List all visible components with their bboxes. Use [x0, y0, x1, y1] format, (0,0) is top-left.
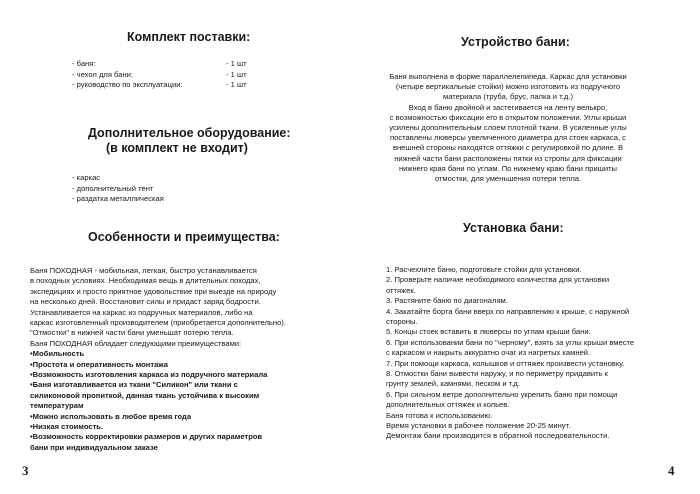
structure-heading: Устройство бани:: [461, 35, 570, 49]
install-line: Демонтаж бани производится в обратной последовательности.: [386, 431, 610, 441]
features-line: на несколько дней. Восстановит силы и придаст заряд бодрости.: [30, 297, 261, 307]
kit-item-name: - баня:: [72, 59, 96, 68]
structure-line: внешней стороны находятся оттяжки с регулировкой по длине. В: [392, 143, 624, 153]
kit-item-name: - чехол для бани:: [72, 69, 133, 79]
install-line: грунту землей, камнями, песком и т.д.: [386, 379, 520, 389]
extra-item: - раздатка металлическая: [72, 194, 164, 203]
features-bullet: •Низкая стоимость.: [30, 422, 104, 431]
kit-heading: Комплект поставки:: [127, 30, 251, 44]
kit-item-qty: - 1 шт: [226, 59, 247, 68]
install-line: 4. Закатайте борта бани вверх по направлению к крыше, с наружной: [386, 306, 630, 316]
features-bullet: бани при индивидуальном заказе: [30, 442, 158, 452]
structure-line: нижнего края бани по углам. По нижнему краю бани пришиты: [398, 163, 618, 173]
install-line: стороны.: [386, 317, 418, 326]
features-bullet: •Возможность корректировки размеров и других параметров: [30, 432, 263, 442]
features-line: Баня ПОХОДНАЯ - мобильная, легкая, быстро устанавливается: [30, 266, 257, 275]
features-line: Баня ПОХОДНАЯ обладает следующими преимуществами:: [30, 338, 242, 348]
structure-line: Вход в баню двойной и застегивается на ленту велькро,: [408, 102, 608, 112]
install-line: оттяжек.: [386, 285, 416, 295]
install-line: 6. При сильном ветре дополнительно укрепить баню при помощи: [386, 389, 618, 399]
structure-line: отмостки, для уменьшения потери тепла.: [434, 174, 582, 183]
install-line: дополнительных оттяжек и кольев.: [386, 400, 510, 410]
features-bullet: силиконовой пропиткой, данная ткань устойчива к высоким: [30, 390, 260, 400]
extra-heading: Дополнительное оборудование:: [88, 126, 291, 140]
install-line: Время установки в рабочее положение 20-25 минут.: [386, 421, 571, 430]
page-number-left: 3: [22, 463, 29, 478]
kit-item-qty: - 1 шт: [226, 69, 247, 79]
features-bullet: •Простота и оперативность монтажа: [30, 359, 169, 369]
page-number-right: 4: [668, 463, 675, 478]
install-line: 3. Растяните баню по диагоналям.: [386, 296, 508, 306]
install-line: 5. Концы стоек вставить в люверсы по углам крыши бани.: [386, 327, 591, 337]
structure-line: материала (труба, брус, палка и т.д.): [443, 92, 573, 102]
kit-item-name: - руководство по эксплуатации:: [72, 80, 183, 89]
features-line: в походных условиях. Необходимая вещь в длительных походах,: [30, 276, 261, 286]
structure-line: нижней части бани расположены пятки из стропы для фиксации: [394, 153, 622, 163]
features-line: экспедициях и просто приятное удовольствие при выезде на природу: [30, 286, 277, 296]
structure-line: с возможностью фиксации его в открытом положении. Углы крыши: [389, 112, 627, 122]
features-line: "Отмостки" в нижней части бани уменьшат потерю тепла.: [30, 328, 234, 338]
features-bullet: •Мобильность: [30, 349, 85, 359]
features-line: каркас изготовленный производителем (приобретается дополнительно).: [30, 318, 286, 327]
kit-item-qty: - 1 шт: [226, 80, 247, 89]
extra-item: - дополнительный тент: [72, 183, 154, 193]
features-bullet: •Баня изготавливается из ткани "Силикон" или ткани с: [30, 380, 238, 390]
right-page: [350, 0, 700, 494]
features-heading: Особенности и преимущества:: [88, 230, 280, 244]
install-line: 2. Проверьте наличие необходимого количества для установки: [386, 275, 610, 285]
install-line: с каркасом и накрыть аккуратно очаг из нагретых камней.: [386, 348, 591, 358]
extra-item: - каркас: [72, 173, 101, 182]
features-bullet: •Возможность изготовления каркаса из подручного материала: [30, 370, 268, 379]
install-line: 6. При использовании бани по "черному", взять за углы крыши вместе: [386, 337, 635, 347]
structure-line: поставлены люверсы увеличенного диаметра для стоек каркаса, с: [390, 133, 626, 143]
structure-line: усилены дополнительным слоем плотной ткани. В усиленные углы: [389, 123, 627, 132]
install-heading: Установка бани:: [463, 221, 564, 235]
install-line: Баня готова к использованию.: [386, 410, 493, 420]
install-line: 8. Отмостки бани вывести наружу, и по периметру придавить к: [386, 369, 608, 378]
features-line: Устанавливается на каркас из подручных материалов, либо на: [30, 307, 253, 317]
install-line: 7. При помощи каркаса, колышков и оттяжек произвести установку.: [386, 358, 625, 368]
structure-line: (четыре вертикальные стойки) можно изготовить из подручного: [395, 82, 621, 92]
features-bullet: температурам: [30, 401, 84, 411]
structure-line: Баня выполнена в форме параллелепипеда. Каркас для установки: [389, 72, 627, 81]
install-line: 1. Расчехлите баню, подготовьте стойки для установки.: [386, 265, 582, 274]
features-bullet: •Можно использовать в любое время года: [30, 411, 192, 421]
extra-subheading: (в комплект не входит): [106, 141, 248, 155]
